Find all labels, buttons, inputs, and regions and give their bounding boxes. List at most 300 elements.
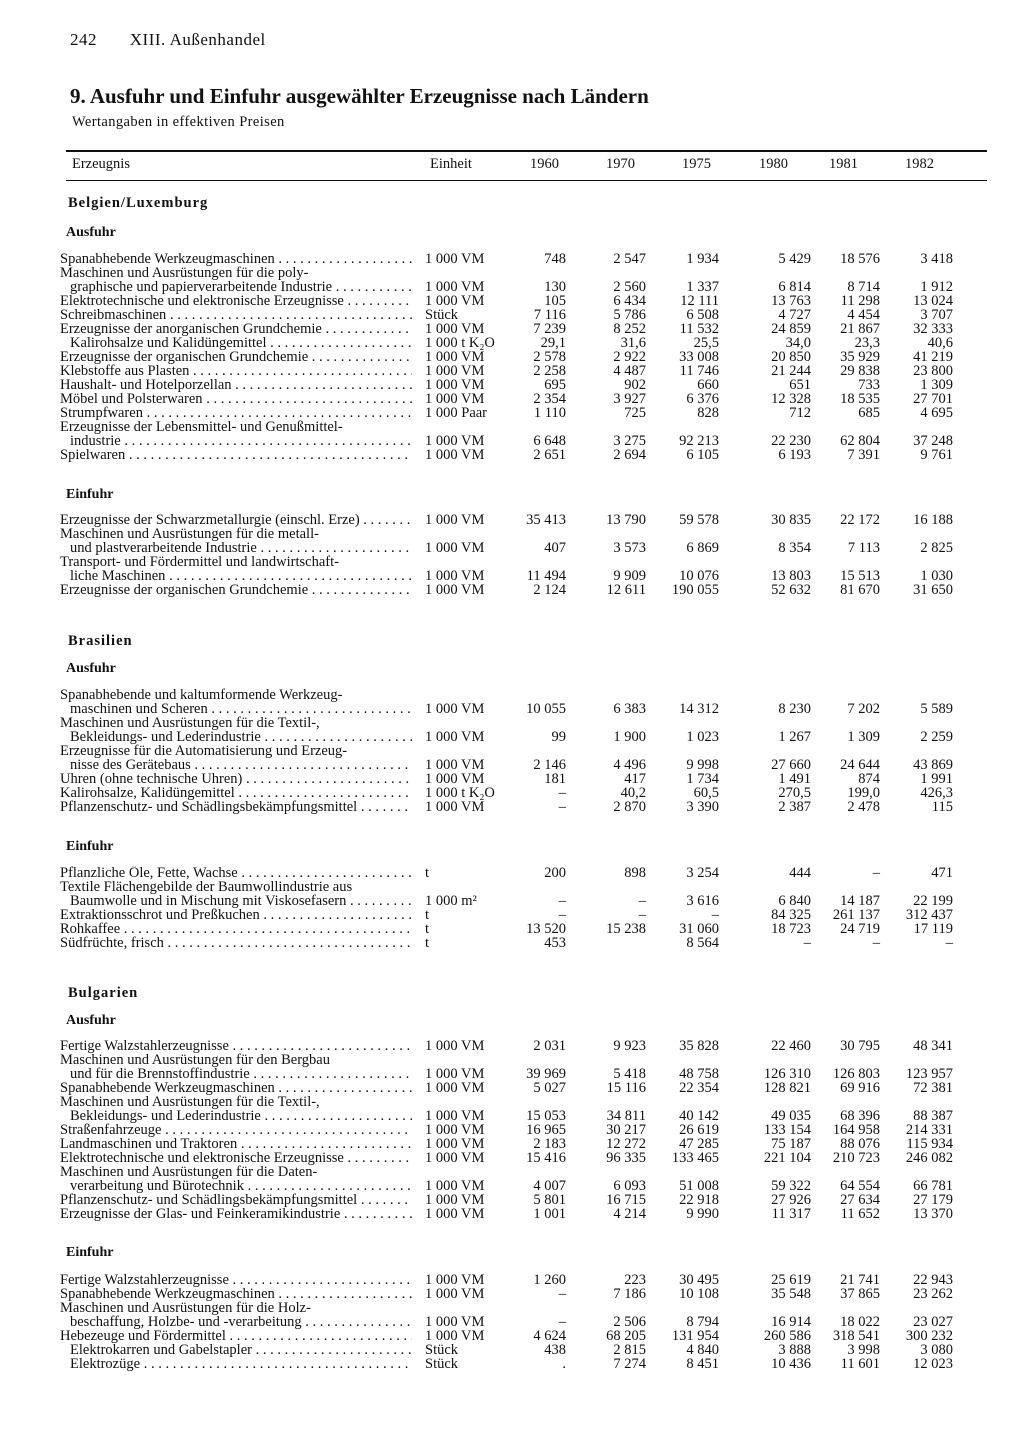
table-title: 9. Ausfuhr und Einfuhr ausgewählter Erzeugnisse nach Ländern <box>70 84 649 108</box>
value-cell: 17 119 <box>913 921 953 937</box>
value-cell: 133 154 <box>763 1122 811 1138</box>
value-cell: 3 998 <box>847 1342 880 1358</box>
chapter-title: XIII. Außenhandel <box>129 30 266 49</box>
row-label: Kalirohsalze und Kalidüngemittel . . . <box>60 336 412 350</box>
value-cell: 30 835 <box>771 512 811 528</box>
unit-cell: 1 000 m² <box>425 893 477 909</box>
value-cell: 123 957 <box>905 1066 953 1082</box>
unit-cell: 1 000 VM <box>425 1066 485 1082</box>
row-label: Fertige Walzstahlerzeugnisse . . . <box>60 1039 412 1053</box>
value-cell: 37 248 <box>913 433 953 449</box>
value-cell: 126 310 <box>763 1066 811 1082</box>
country-heading: Belgien/Luxemburg <box>68 195 209 211</box>
unit-cell: Stück <box>425 1342 459 1358</box>
row-label: Erzeugnisse der organischen Grundchemie . . . <box>60 350 412 364</box>
value-cell: 27 701 <box>913 391 953 407</box>
unit-cell: 1 000 VM <box>425 1122 485 1138</box>
value-cell: 407 <box>544 540 566 556</box>
value-cell: – <box>872 865 880 881</box>
value-cell: 13 024 <box>913 293 953 309</box>
row-label: Erzeugnisse der organischen Grundchemie . . . <box>60 583 412 597</box>
value-cell: 6 434 <box>613 293 646 309</box>
unit-cell: 1 000 VM <box>425 251 485 267</box>
value-cell: 11 746 <box>679 363 719 379</box>
value-cell: 22 199 <box>913 893 953 909</box>
value-cell: 2 922 <box>613 349 646 365</box>
value-cell: – <box>872 935 880 951</box>
value-cell: 25,5 <box>693 335 719 351</box>
row-label: Maschinen und Ausrüstungen für die Holz- <box>60 1301 311 1315</box>
value-cell: 11 317 <box>771 1206 811 1222</box>
value-cell: 5 429 <box>778 251 811 267</box>
value-cell: 2 815 <box>613 1342 646 1358</box>
value-cell: 31 650 <box>913 582 953 598</box>
value-cell: 27 179 <box>913 1192 953 1208</box>
value-cell: 199,0 <box>847 785 880 801</box>
value-cell: 6 105 <box>686 447 719 463</box>
value-cell: 66 781 <box>913 1178 953 1194</box>
row-label: Straßenfahrzeuge . . . <box>60 1123 412 1137</box>
value-cell: 27 926 <box>771 1192 811 1208</box>
value-cell: 6 814 <box>778 279 811 295</box>
row-label: Transport- und Fördermittel und landwirtschaft- <box>60 555 339 569</box>
row-label: Spanabhebende Werkzeugmaschinen . . . <box>60 1081 412 1095</box>
value-cell: 15 238 <box>606 921 646 937</box>
value-cell: 7 202 <box>847 701 880 717</box>
value-cell: 105 <box>544 293 566 309</box>
value-cell: 2 258 <box>533 363 566 379</box>
value-cell: 2 560 <box>613 279 646 295</box>
unit-cell: 1 000 Paar <box>425 405 488 421</box>
value-cell: 4 496 <box>613 757 646 773</box>
value-cell: 2 651 <box>533 447 566 463</box>
value-cell: 3 275 <box>613 433 646 449</box>
value-cell: 92 213 <box>679 433 719 449</box>
value-cell: 3 418 <box>920 251 953 267</box>
unit-cell: 1 000 t K₂O <box>425 335 495 351</box>
unit-cell: 1 000 VM <box>425 1080 485 1096</box>
value-cell: 5 786 <box>613 307 646 323</box>
value-cell: 21 244 <box>771 363 811 379</box>
value-cell: . <box>562 1356 566 1372</box>
value-cell: 7 391 <box>847 447 880 463</box>
value-cell: 902 <box>624 377 646 393</box>
unit-cell: 1 000 VM <box>425 1286 485 1302</box>
row-label: und für die Brennstoffindustrie . . . <box>60 1067 412 1081</box>
value-cell: 14 312 <box>679 701 719 717</box>
value-cell: 40,6 <box>927 335 953 351</box>
row-label: industrie . . . <box>60 434 412 448</box>
value-cell: 31 060 <box>679 921 719 937</box>
value-cell: 828 <box>697 405 719 421</box>
unit-cell: t <box>425 921 430 937</box>
value-cell: 3 254 <box>686 865 719 881</box>
value-cell: 12 023 <box>913 1356 953 1372</box>
page-number: 242 <box>70 30 97 49</box>
value-cell: 4 624 <box>533 1328 566 1344</box>
value-cell: 9 998 <box>686 757 719 773</box>
value-cell: 3 888 <box>778 1342 811 1358</box>
value-cell: 20 850 <box>771 349 811 365</box>
value-cell: 27 660 <box>771 757 811 773</box>
unit-cell: 1 000 VM <box>425 349 485 365</box>
value-cell: 1 030 <box>920 568 953 584</box>
value-cell: 3 927 <box>613 391 646 407</box>
value-cell: 200 <box>544 865 566 881</box>
value-cell: 4 840 <box>686 1342 719 1358</box>
value-cell: 4 487 <box>613 363 646 379</box>
value-cell: 898 <box>624 865 646 881</box>
value-cell: 11 298 <box>840 293 880 309</box>
value-cell: 2 124 <box>533 582 566 598</box>
value-cell: 733 <box>858 377 880 393</box>
value-cell: 9 909 <box>613 568 646 584</box>
value-cell: 11 652 <box>840 1206 880 1222</box>
value-cell: 13 520 <box>526 921 566 937</box>
value-cell: 6 376 <box>686 391 719 407</box>
value-cell: 685 <box>858 405 880 421</box>
column-header-product: Erzeugnis <box>72 156 130 172</box>
value-cell: 22 172 <box>840 512 880 528</box>
value-cell: 11 601 <box>840 1356 880 1372</box>
value-cell: 62 804 <box>840 433 880 449</box>
row-label: Südfrüchte, frisch . . . <box>60 936 412 950</box>
value-cell: 10 108 <box>679 1286 719 1302</box>
value-cell: 35 548 <box>771 1286 811 1302</box>
value-cell: 30 217 <box>606 1122 646 1138</box>
row-label: Strumpfwaren . . . <box>60 406 412 420</box>
section-heading: Einfuhr <box>66 487 114 502</box>
row-label: Textile Flächengebilde der Baumwollindustrie aus <box>60 880 353 894</box>
value-cell: 47 285 <box>679 1136 719 1152</box>
row-label: verarbeitung und Bürotechnik . . . <box>60 1179 412 1193</box>
value-cell: 6 648 <box>533 433 566 449</box>
value-cell: 68 396 <box>840 1108 880 1124</box>
value-cell: 8 714 <box>847 279 880 295</box>
column-header-1960: 1960 <box>530 156 559 172</box>
value-cell: 13 370 <box>913 1206 953 1222</box>
value-cell: 69 916 <box>840 1080 880 1096</box>
value-cell: 40,2 <box>620 785 646 801</box>
value-cell: – <box>558 785 566 801</box>
value-cell: 34 811 <box>606 1108 646 1124</box>
unit-cell: 1 000 VM <box>425 799 485 815</box>
value-cell: – <box>711 907 719 923</box>
row-label: Maschinen und Ausrüstungen für die Daten- <box>60 1165 318 1179</box>
country-heading: Bulgarien <box>68 985 139 1001</box>
value-cell: 88 076 <box>840 1136 880 1152</box>
row-label: Elektrotechnische und elektronische Erzeugnisse . . . . <box>60 1151 412 1165</box>
value-cell: 59 322 <box>771 1178 811 1194</box>
unit-cell: 1 000 VM <box>425 568 485 584</box>
unit-cell: 1 000 VM <box>425 433 485 449</box>
value-cell: 1 260 <box>533 1272 566 1288</box>
value-cell: 7 186 <box>613 1286 646 1302</box>
row-label: Erzeugnisse der Lebensmittel- und Genußmittel- <box>60 420 343 434</box>
value-cell: 115 <box>931 799 953 815</box>
unit-cell: 1 000 VM <box>425 1038 485 1054</box>
value-cell: 48 758 <box>679 1066 719 1082</box>
value-cell: 2 183 <box>533 1136 566 1152</box>
country-heading: Brasilien <box>68 633 133 649</box>
unit-cell: 1 000 VM <box>425 279 485 295</box>
unit-cell: 1 000 t K₂O <box>425 785 495 801</box>
section-heading: Ausfuhr <box>66 225 116 240</box>
value-cell: 27 634 <box>840 1192 880 1208</box>
value-cell: 2 259 <box>920 729 953 745</box>
value-cell: 1 023 <box>686 729 719 745</box>
value-cell: 4 454 <box>847 307 880 323</box>
value-cell: 39 969 <box>526 1066 566 1082</box>
column-header-1970: 1970 <box>606 156 635 172</box>
row-label: Spanabhebende Werkzeugmaschinen . . . <box>60 1287 412 1301</box>
value-cell: 223 <box>624 1272 646 1288</box>
value-cell: 8 451 <box>686 1356 719 1372</box>
value-cell: 126 803 <box>832 1066 880 1082</box>
value-cell: 52 632 <box>771 582 811 598</box>
row-label: Landmaschinen und Traktoren . . . <box>60 1137 412 1151</box>
value-cell: 68 205 <box>606 1328 646 1344</box>
value-cell: 7 239 <box>533 321 566 337</box>
row-label: beschaffung, Holzbe- und -verarbeitung . . . <box>60 1315 412 1329</box>
value-cell: 16 965 <box>526 1122 566 1138</box>
value-cell: 84 325 <box>771 907 811 923</box>
value-cell: 133 465 <box>671 1150 719 1166</box>
unit-cell: t <box>425 935 430 951</box>
row-label: Spanabhebende Werkzeugmaschinen . . . <box>60 252 412 266</box>
value-cell: 37 865 <box>840 1286 880 1302</box>
value-cell: 15 053 <box>526 1108 566 1124</box>
value-cell: – <box>945 935 953 951</box>
section-heading: Ausfuhr <box>66 1013 116 1028</box>
row-label: graphische und papierverarbeitende Industrie . . . . <box>60 280 412 294</box>
value-cell: 18 576 <box>840 251 880 267</box>
value-cell: 270,5 <box>778 785 811 801</box>
value-cell: 3 573 <box>613 540 646 556</box>
value-cell: – <box>638 907 646 923</box>
value-cell: 29 838 <box>840 363 880 379</box>
value-cell: 2 694 <box>613 447 646 463</box>
value-cell: 748 <box>544 251 566 267</box>
value-cell: 2 478 <box>847 799 880 815</box>
value-cell: 12 328 <box>771 391 811 407</box>
value-cell: 8 794 <box>686 1314 719 1330</box>
value-cell: 10 055 <box>526 701 566 717</box>
value-cell: 1 734 <box>686 771 719 787</box>
value-cell: 12 111 <box>680 293 719 309</box>
value-cell: 7 274 <box>613 1356 646 1372</box>
column-header-1981: 1981 <box>829 156 858 172</box>
value-cell: 24 719 <box>840 921 880 937</box>
value-cell: 695 <box>544 377 566 393</box>
value-cell: 128 821 <box>763 1080 811 1096</box>
value-cell: 6 869 <box>686 540 719 556</box>
value-cell: 12 611 <box>606 582 646 598</box>
column-header-1980: 1980 <box>759 156 788 172</box>
value-cell: 300 232 <box>905 1328 953 1344</box>
row-label: Rohkaffee . . . <box>60 922 412 936</box>
row-label: Erzeugnisse der Glas- und Feinkeramikindustrie . . . . <box>60 1207 412 1221</box>
value-cell: 4 695 <box>920 405 953 421</box>
unit-cell: t <box>425 865 430 881</box>
row-label: Fertige Walzstahlerzeugnisse . . . <box>60 1273 412 1287</box>
value-cell: 2 825 <box>920 540 953 556</box>
unit-cell: Stück <box>425 307 459 323</box>
value-cell: 14 187 <box>840 893 880 909</box>
value-cell: 1 110 <box>533 405 566 421</box>
value-cell: – <box>638 893 646 909</box>
unit-cell: 1 000 VM <box>425 701 485 717</box>
value-cell: 8 564 <box>686 935 719 951</box>
unit-cell: 1 000 VM <box>425 1314 485 1330</box>
value-cell: 8 252 <box>613 321 646 337</box>
value-cell: 471 <box>931 865 953 881</box>
row-label: Erzeugnisse der anorganischen Grundchemie . . . <box>60 322 412 336</box>
value-cell: 11 494 <box>526 568 566 584</box>
value-cell: 2 506 <box>613 1314 646 1330</box>
value-cell: – <box>803 935 811 951</box>
value-cell: 426,3 <box>920 785 953 801</box>
row-label: Schreibmaschinen . . . <box>60 308 412 322</box>
value-cell: 5 418 <box>613 1066 646 1082</box>
value-cell: 16 188 <box>913 512 953 528</box>
value-cell: 21 867 <box>840 321 880 337</box>
value-cell: 10 076 <box>679 568 719 584</box>
section-heading: Einfuhr <box>66 1245 114 1260</box>
value-cell: – <box>558 1286 566 1302</box>
value-cell: 8 354 <box>778 540 811 556</box>
value-cell: 13 803 <box>771 568 811 584</box>
unit-cell: Stück <box>425 1356 459 1372</box>
value-cell: 3 080 <box>920 1342 953 1358</box>
unit-cell: 1 000 VM <box>425 1136 485 1152</box>
unit-cell: 1 000 VM <box>425 391 485 407</box>
value-cell: 22 230 <box>771 433 811 449</box>
value-cell: 22 943 <box>913 1272 953 1288</box>
value-cell: 651 <box>789 377 811 393</box>
row-label: Maschinen und Ausrüstungen für die Textil-, <box>60 716 320 730</box>
value-cell: 5 027 <box>533 1080 566 1096</box>
value-cell: 48 341 <box>913 1038 953 1054</box>
value-cell: 2 031 <box>533 1038 566 1054</box>
value-cell: 4 727 <box>778 307 811 323</box>
value-cell: 24 644 <box>840 757 880 773</box>
value-cell: 23 262 <box>913 1286 953 1302</box>
row-label: Pflanzliche Öle, Fette, Wachse . . . <box>60 866 412 880</box>
value-cell: 8 230 <box>778 701 811 717</box>
unit-cell: 1 000 VM <box>425 1108 485 1124</box>
value-cell: 15 416 <box>526 1150 566 1166</box>
value-cell: 22 460 <box>771 1038 811 1054</box>
column-header-unit: Einheit <box>430 156 472 172</box>
value-cell: 41 219 <box>913 349 953 365</box>
row-label: und plastverarbeitende Industrie . . . <box>60 541 412 555</box>
value-cell: 4 214 <box>613 1206 646 1222</box>
value-cell: – <box>558 799 566 815</box>
column-header-1982: 1982 <box>905 156 934 172</box>
value-cell: 1 001 <box>533 1206 566 1222</box>
value-cell: 35 828 <box>679 1038 719 1054</box>
value-cell: 59 578 <box>679 512 719 528</box>
value-cell: 10 436 <box>771 1356 811 1372</box>
value-cell: 35 929 <box>840 349 880 365</box>
row-label: Hebezeuge und Fördermittel . . . <box>60 1329 412 1343</box>
value-cell: 4 007 <box>533 1178 566 1194</box>
value-cell: 15 513 <box>840 568 880 584</box>
value-cell: 64 554 <box>840 1178 880 1194</box>
value-cell: 1 309 <box>920 377 953 393</box>
value-cell: 725 <box>624 405 646 421</box>
value-cell: 131 954 <box>671 1328 719 1344</box>
value-cell: 1 900 <box>613 729 646 745</box>
row-label: Extraktionsschrot und Preßkuchen . . . <box>60 908 412 922</box>
unit-cell: 1 000 VM <box>425 293 485 309</box>
table-subtitle: Wertangaben in effektiven Preisen <box>72 114 285 130</box>
row-label: Haushalt- und Hotelporzellan . . . <box>60 378 412 392</box>
value-cell: 417 <box>624 771 646 787</box>
unit-cell: t <box>425 907 430 923</box>
value-cell: 221 104 <box>763 1150 811 1166</box>
row-label: Bekleidungs- und Lederindustrie . . . <box>60 1109 412 1123</box>
unit-cell: 1 000 VM <box>425 447 485 463</box>
row-label: nisse des Gerätebaus . . . <box>60 758 412 772</box>
value-cell: 2 354 <box>533 391 566 407</box>
value-cell: 444 <box>789 865 811 881</box>
value-cell: 190 055 <box>671 582 719 598</box>
value-cell: 18 723 <box>771 921 811 937</box>
value-cell: 9 923 <box>613 1038 646 1054</box>
value-cell: 6 508 <box>686 307 719 323</box>
value-cell: 874 <box>858 771 880 787</box>
row-label: Baumwolle und in Mischung mit Viskosefasern . . . <box>60 894 412 908</box>
unit-cell: 1 000 VM <box>425 512 485 528</box>
row-label: Elektrozüge . . . <box>60 1357 412 1371</box>
row-label: Möbel und Polsterwaren . . . <box>60 392 412 406</box>
value-cell: 43 869 <box>913 757 953 773</box>
row-label: maschinen und Scheren . . . <box>60 702 412 716</box>
value-cell: 30 495 <box>679 1272 719 1288</box>
value-cell: 5 589 <box>920 701 953 717</box>
value-cell: 30 795 <box>840 1038 880 1054</box>
unit-cell: 1 000 VM <box>425 1178 485 1194</box>
value-cell: 81 670 <box>840 582 880 598</box>
value-cell: 6 193 <box>778 447 811 463</box>
row-label: Spanabhebende und kaltumformende Werkzeug- <box>60 688 343 702</box>
value-cell: 3 616 <box>686 893 719 909</box>
value-cell: – <box>558 907 566 923</box>
value-cell: 25 619 <box>771 1272 811 1288</box>
value-cell: 31,6 <box>620 335 646 351</box>
value-cell: 214 331 <box>905 1122 953 1138</box>
row-label: Erzeugnisse für die Automatisierung und Erzeug- <box>60 744 348 758</box>
value-cell: 7 113 <box>847 540 880 556</box>
value-cell: 5 801 <box>533 1192 566 1208</box>
value-cell: 2 870 <box>613 799 646 815</box>
row-label: Spielwaren . . . <box>60 448 412 462</box>
row-label: Uhren (ohne technische Uhren) . . . <box>60 772 412 786</box>
value-cell: – <box>558 893 566 909</box>
value-cell: 23 800 <box>913 363 953 379</box>
value-cell: 2 547 <box>613 251 646 267</box>
row-label: liche Maschinen . . . <box>60 569 412 583</box>
value-cell: 2 146 <box>533 757 566 773</box>
value-cell: 261 137 <box>832 907 880 923</box>
value-cell: 88 387 <box>913 1108 953 1124</box>
value-cell: 18 535 <box>840 391 880 407</box>
row-label: Maschinen und Ausrüstungen für die Textil-, <box>60 1095 320 1109</box>
value-cell: 1 934 <box>686 251 719 267</box>
value-cell: 51 008 <box>679 1178 719 1194</box>
